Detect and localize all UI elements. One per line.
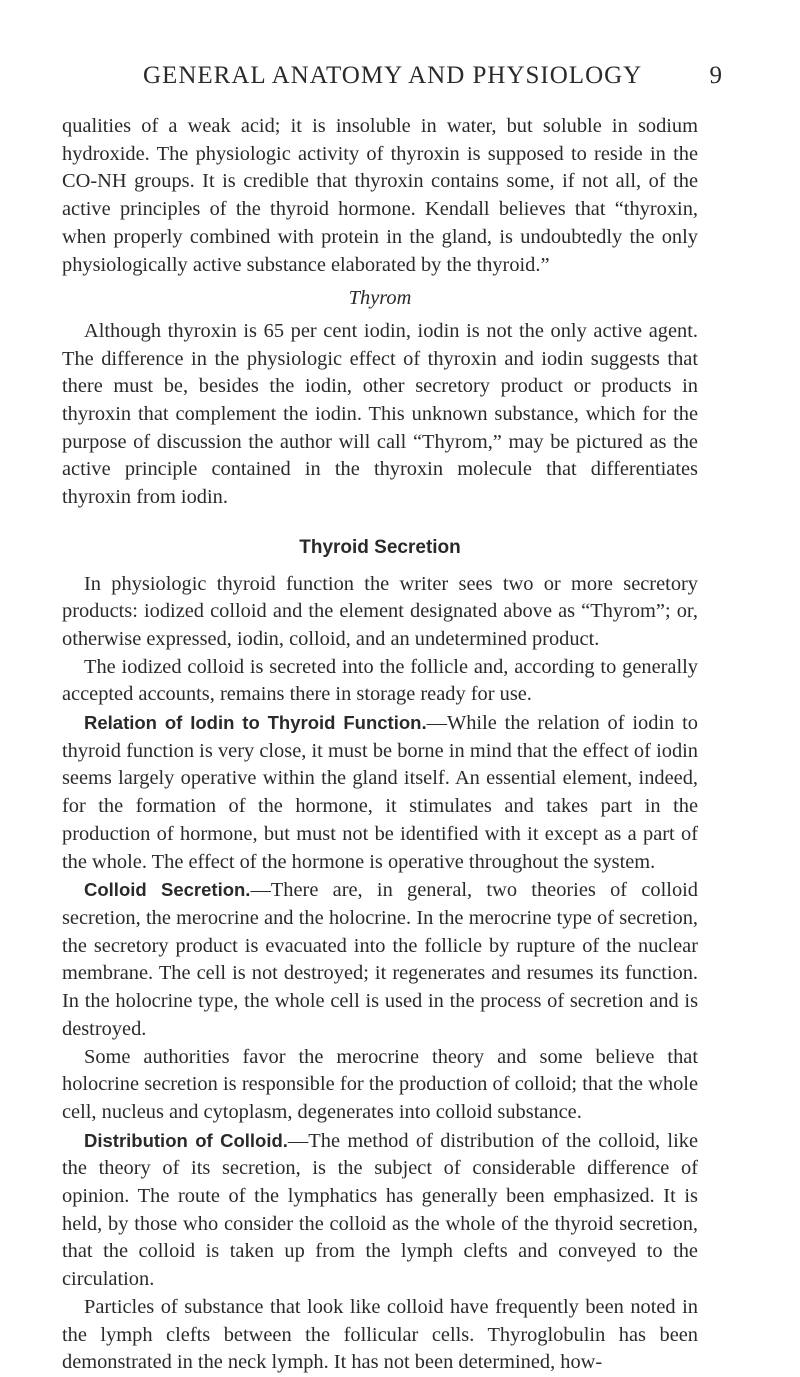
paragraph-colloid-text: —There are, in general, two theories of colloid secretion, the merocrine and the holocrine. In the merocrine type of secretion, the secretory product is evacuated into the follicle by rupture of the nuclear membrane. The cell is not destroyed; it regenerates and resumes its function. In the holocrine type, the whole cell is used in the process of secretion and is destroyed. [62,879,698,1040]
paragraph-secretion-products: In physiologic thyroid function the writer sees two or more secretory products: iodized colloid and the element designated above as “Thyrom”; or, otherwise expressed, iodin, colloid, and an undetermined product. [62,572,698,650]
paragraph-particles: Particles of substance that look like colloid have frequently been noted in the lymph clefts between the follicular cells. Thyroglobulin has been demonstrated in the neck lymph. It has not been determined, how- [62,1295,698,1374]
paragraph-colloid-secretion [62,876,698,1043]
paragraph-authorities: Some authorities favor the merocrine theory and some believe that holocrine secretion is responsible for the production of colloid; that the whole cell, nucleus and cytoplasm, degenerates into colloid substance. [62,1045,698,1123]
running-head [58,62,723,102]
paragraph-iodin-text: —While the relation of iodin to thyroid function is very close, it must be borne in mind that the effect of iodin seems largely operative within the gland itself. An essential element, indeed, for the formation of the hormone, it stimulates and takes part in the production of hormone, but must not be identified with it except as a part of the whole. The effect of the hormone is operative throughout the system. [62,712,698,873]
subheading-thyrom: Thyrom [348,287,412,310]
body-text [62,113,698,1377]
paragraph-iodized-colloid: The iodized colloid is secreted into the follicle and, according to generally accepted accounts, remains there in storage ready for use. [62,655,698,706]
page-number: 9 [709,62,723,89]
running-title: GENERAL ANATOMY AND PHYSIOLOGY [143,62,643,89]
paragraph-thyrom: Although thyroxin is 65 per cent iodin, iodin is not the only active agent. The difference in the physiologic effect of thyroxin and iodin suggests that there must be, besides the iodin, other secretory product or products in thyroxin that complement the iodin. This unknown substance, which for the purpose of discussion the author will call “Thyrom,” may be pictured as the active principle contained in the thyroxin molecule that differentiates thyroxin from iodin. [62,319,698,509]
runin-heading-distribution: Distribution of Colloid. [84,1129,288,1151]
paragraph-distribution-text: —The method of distribution of the colloid, like the theory of its secretion, is the subject of considerable difference of opinion. The route of the lymphatics has generally been emphasized. It is held, by those who consider the colloid as the whole of the thyroid secretion, that the colloid is taken up from the lymph clefts and conveyed to the circulation. [62,1129,698,1291]
paragraph-iodin-relation [62,709,698,876]
paragraph-opening: qualities of a weak acid; it is insoluble in water, but soluble in sodium hydroxide. The physiologic activity of thyroxin is supposed to reside in the CO-NH groups. It is credible that thyroxin contains some, if not all, of the active principles of the thyroid hormone. Kendall believes that “thyroxin, when properly combined with protein in the gland, is undoubtedly the only physiologically active substance elaborated by the thyroid.” [62,115,698,276]
runin-heading-iodin: Relation of Iodin to Thyroid Function. [84,712,427,734]
runin-heading-colloid: Colloid Secretion. [84,879,251,901]
paragraph-distribution [62,1127,698,1294]
section-heading-thyroid-secretion: Thyroid Secretion [299,536,461,558]
